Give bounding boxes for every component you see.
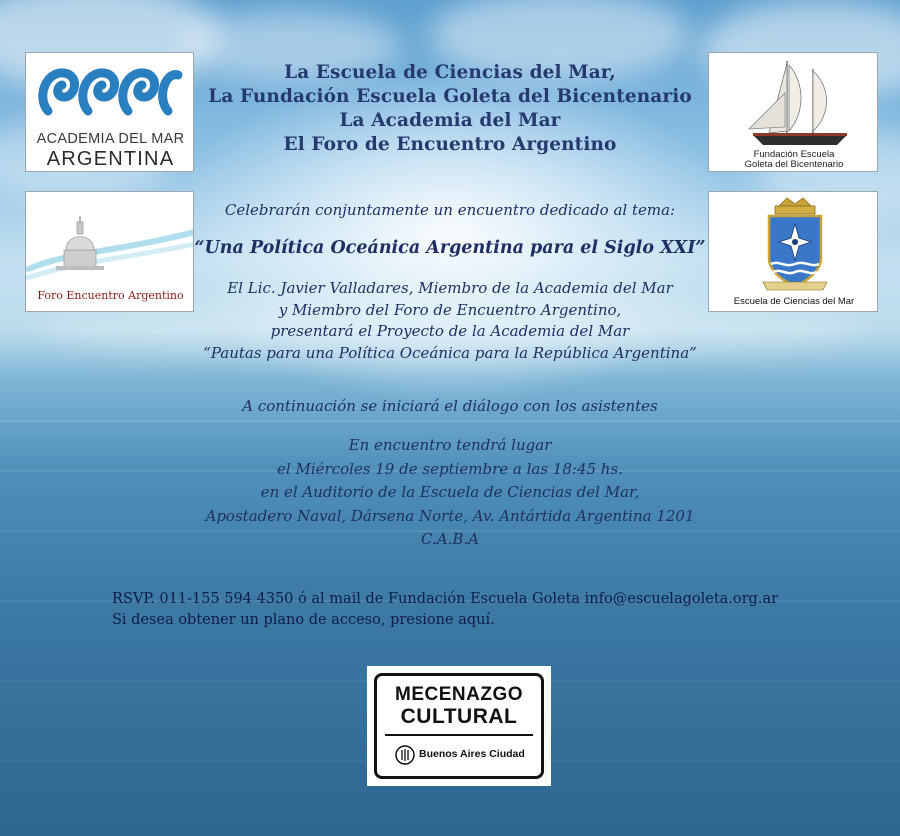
topic-line: “Una Política Oceánica Argentina para el Siglo XXI” <box>194 238 706 258</box>
buenos-aires-seal-icon <box>395 745 415 765</box>
dialogue-line: A continuación se iniciará el diálogo con los asistentes <box>242 397 658 415</box>
mecenazgo-cultural-logo <box>367 666 551 786</box>
foro-logo-caption: Foro Encuentro Argentino <box>37 289 184 302</box>
venue-line: Apostadero Naval, Dársena Norte, Av. Antártida Argentina 1201 <box>205 506 695 525</box>
venue-line: C.A.B.A <box>421 530 479 548</box>
sponsor-city: Buenos Aires Ciudad <box>419 748 525 760</box>
speaker-line: presentará el Proyecto de la Academia del Mar <box>270 322 630 340</box>
academia-logo-line1: ACADEMIA DEL MAR <box>36 131 185 147</box>
venue-line: en el Auditorio de la Escuela de Ciencias del Mar, <box>260 483 640 501</box>
venue-line: En encuentro tendrá lugar <box>348 436 552 454</box>
rsvp-text: RSVP. 011-155 594 4350 ó al mail de Fundación Escuela Goleta <box>112 591 585 607</box>
rsvp-email-link[interactable]: info@escuelagoleta.org.ar <box>584 591 779 607</box>
organizer-line: La Escuela de Ciencias del Mar, <box>284 62 616 83</box>
map-access-link[interactable]: presione aquí. <box>390 612 495 628</box>
escuela-logo-caption: Escuela de Ciencias del Mar <box>733 296 855 307</box>
rsvp-line <box>112 589 882 610</box>
speaker-line: “Pautas para una Política Oceánica para la República Argentina” <box>203 343 697 362</box>
venue-block <box>0 434 900 552</box>
sponsor-line2: CULTURAL <box>400 705 518 728</box>
organizer-line: El Foro de Encuentro Argentino <box>283 134 617 155</box>
rsvp-block <box>112 589 882 631</box>
intro-line: Celebrarán conjuntamente un encuentro dedicado al tema: <box>224 201 676 219</box>
speaker-line: El Lic. Javier Valladares, Miembro de la Academia del Mar <box>227 279 673 297</box>
intro-text <box>0 200 900 222</box>
map-text: Si desea obtener un plano de acceso, <box>112 612 391 628</box>
speaker-line: y Miembro del Foro de Encuentro Argentino, <box>278 300 622 319</box>
organizer-line: La Academia del Mar <box>339 110 561 131</box>
academia-logo-line2: ARGENTINA <box>46 148 175 170</box>
speaker-block <box>0 278 900 364</box>
dialogue-note <box>0 396 900 418</box>
venue-line: el Miércoles 19 de septiembre a las 18:45 hs. <box>277 459 623 478</box>
organizers-heading <box>0 61 900 157</box>
sponsor-line1: MECENAZGO <box>395 684 523 705</box>
sea-highlight <box>0 420 900 422</box>
organizer-line: La Fundación Escuela Goleta del Bicentenario <box>208 86 692 107</box>
goleta-logo-line1: Fundación Escuela <box>753 149 835 160</box>
map-line <box>112 610 882 631</box>
event-topic <box>0 236 900 260</box>
sponsor-divider <box>385 734 533 736</box>
goleta-logo-line2: Goleta del Bicentenario <box>744 159 844 170</box>
